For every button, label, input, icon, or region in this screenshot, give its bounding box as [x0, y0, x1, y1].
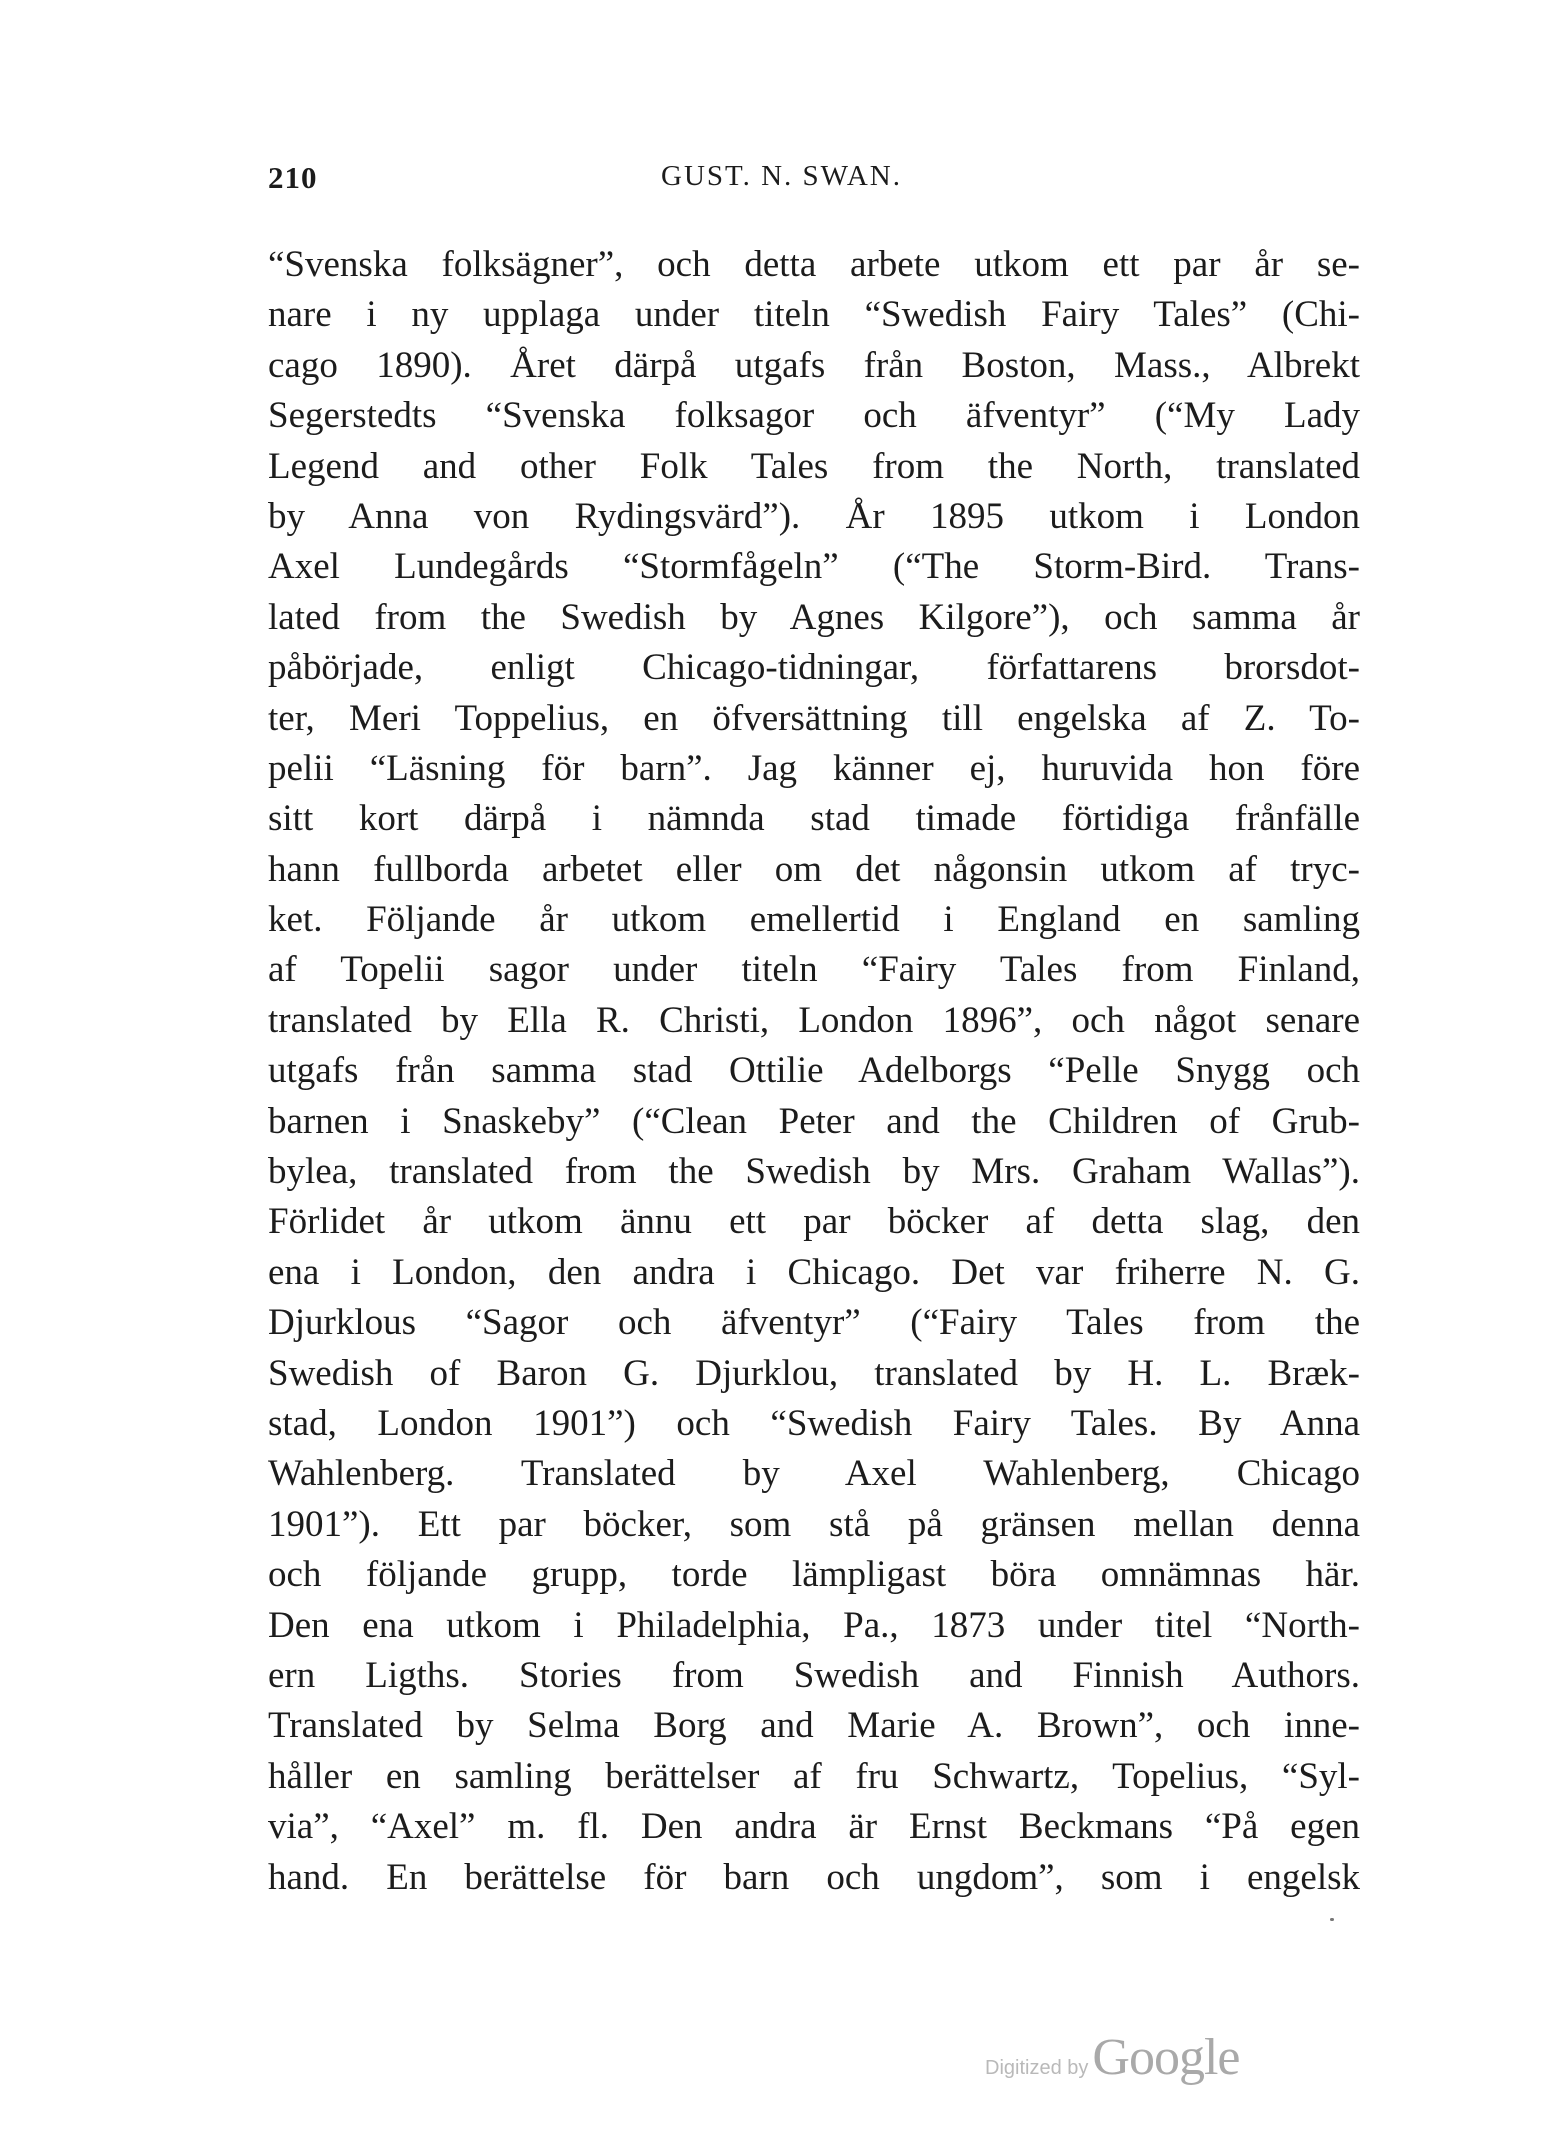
page-number: 210 [268, 160, 318, 195]
running-head: GUST. N. SWAN. [661, 160, 902, 192]
body-text [268, 240, 1360, 1903]
scan-speck [1330, 1918, 1334, 1921]
text-line: utgafs från samma stad Ottilie Adelborgs “Pelle Snygg och [268, 1050, 1360, 1092]
text-line: af Topelii sagor under titeln “Fairy Tales from Finland, [268, 949, 1360, 991]
text-line: nare i ny upplaga under titeln “Swedish Fairy Tales” (Chi- [268, 294, 1360, 336]
text-line: hann fullborda arbetet eller om det någonsin utkom af tryc- [268, 848, 1360, 890]
text-line: translated by Ella R. Christi, London 1896”, och något senare [268, 999, 1360, 1041]
text-line: barnen i Snaskeby” (“Clean Peter and the Children of Grub- [268, 1100, 1360, 1142]
text-line: Förlidet år utkom ännu ett par böcker af detta slag, den [268, 1201, 1360, 1243]
text-line: hand. En berättelse för barn och ungdom”, som i engelsk [268, 1856, 1360, 1898]
text-line: “Svenska folksägner”, och detta arbete utkom ett par år se- [268, 244, 1360, 285]
text-line: och följande grupp, torde lämpligast böra omnämnas här. [268, 1554, 1360, 1596]
digitized-watermark [985, 2028, 1239, 2087]
text-line: Axel Lundegårds “Stormfågeln” (“The Storm-Bird. Trans- [268, 546, 1360, 588]
text-line: by Anna von Rydingsvärd”). År 1895 utkom i London [268, 495, 1360, 537]
text-line: Wahlenberg. Translated by Axel Wahlenberg, Chicago [268, 1453, 1360, 1495]
text-line: via”, “Axel” m. fl. Den andra är Ernst Beckmans “På egen [268, 1806, 1360, 1848]
text-line: påbörjade, enligt Chicago-tidningar, författarens brorsdot- [268, 647, 1360, 689]
text-line: lated from the Swedish by Agnes Kilgore”), och samma år [268, 596, 1360, 638]
text-line: ern Ligths. Stories from Swedish and Finnish Authors. [268, 1654, 1360, 1696]
text-line: ket. Följande år utkom emellertid i England en samling [268, 899, 1360, 941]
text-line: bylea, translated from the Swedish by Mrs. Graham Wallas”). [268, 1151, 1360, 1193]
text-line: Den ena utkom i Philadelphia, Pa., 1873 under titel “North- [268, 1604, 1360, 1646]
text-line: Translated by Selma Borg and Marie A. Brown”, och inne- [268, 1705, 1360, 1747]
text-line: pelii “Läsning för barn”. Jag känner ej, huruvida hon före [268, 747, 1360, 789]
text-line: Segerstedts “Svenska folksagor och äfventyr” (“My Lady [268, 395, 1360, 437]
text-line: Swedish of Baron G. Djurklou, translated by H. L. Bræk- [268, 1352, 1360, 1394]
text-line: stad, London 1901”) och “Swedish Fairy Tales. By Anna [268, 1402, 1360, 1444]
text-line: Legend and other Folk Tales from the North, translated [268, 445, 1360, 487]
text-line: 1901”). Ett par böcker, som stå på gränsen mellan denna [268, 1503, 1360, 1545]
watermark-prefix: Digitized by [985, 2057, 1089, 2079]
text-line: sitt kort därpå i nämnda stad timade förtidiga frånfälle [268, 798, 1360, 840]
text-line: ter, Meri Toppelius, en öfversättning till engelska af Z. To- [268, 697, 1360, 739]
text-line: Djurklous “Sagor och äfventyr” (“Fairy Tales from the [268, 1302, 1360, 1344]
watermark-logo: Google [1092, 2029, 1240, 2086]
text-line: ena i London, den andra i Chicago. Det var friherre N. G. [268, 1251, 1360, 1293]
text-line: cago 1890). Året därpå utgafs från Boston, Mass., Albrekt [268, 344, 1360, 386]
text-line: håller en samling berättelser af fru Schwartz, Topelius, “Syl- [268, 1755, 1360, 1797]
